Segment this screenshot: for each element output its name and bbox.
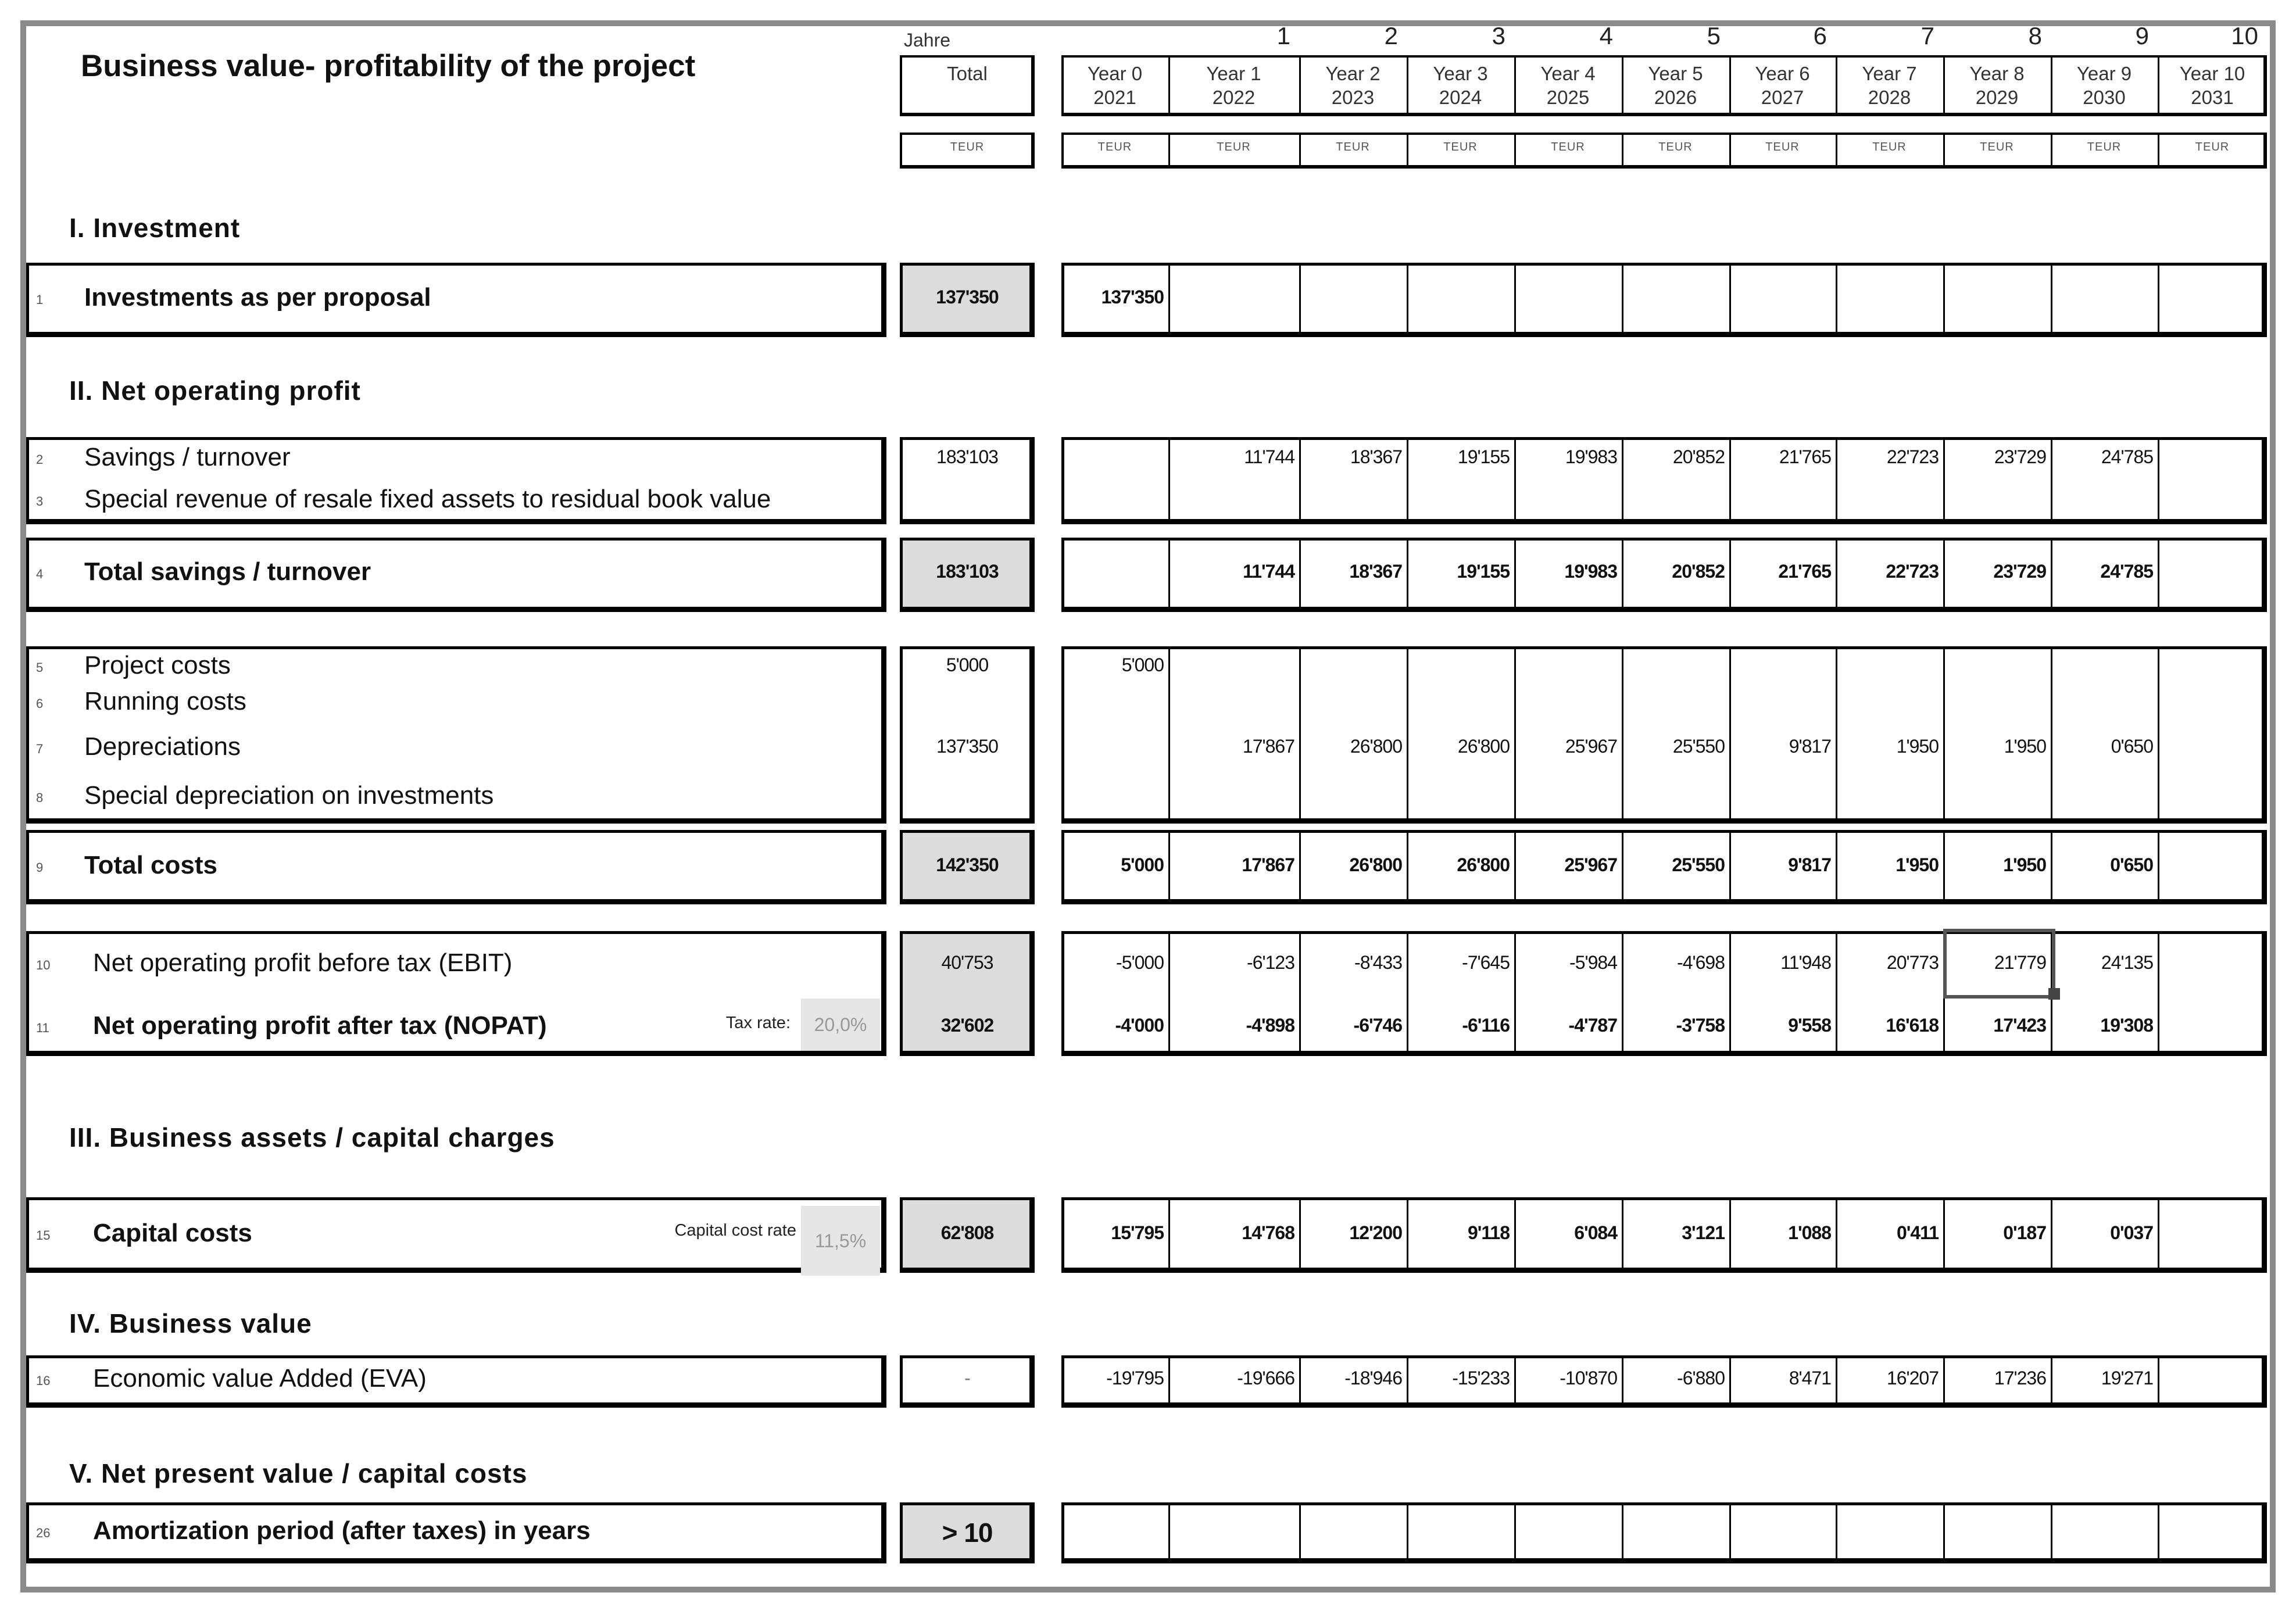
cell-r15-3[interactable]: 9'118	[1467, 1222, 1510, 1243]
cell-r4-3[interactable]: 19'155	[1457, 561, 1510, 582]
year-unit-3: TEUR	[1443, 141, 1478, 153]
row-total-r9[interactable]: 142'350	[936, 854, 999, 875]
row-label-r9: Total costs	[84, 851, 218, 879]
row-number: 1	[36, 292, 44, 307]
cell-r7-7[interactable]: 1'950	[1896, 736, 1939, 757]
cell-r15-2[interactable]: 12'200	[1349, 1222, 1402, 1243]
year-value: 2031	[2191, 87, 2234, 109]
col-divider	[1299, 263, 1301, 335]
cell-r10-5[interactable]: -4'698	[1677, 952, 1725, 973]
year-label: Year 0	[1087, 63, 1143, 84]
col-divider	[1943, 646, 1945, 821]
cell-r16-7[interactable]: 16'207	[1886, 1368, 1939, 1388]
row-label-r26: Amortization period (after taxes) in years	[93, 1516, 591, 1545]
row-number: 2	[36, 452, 44, 467]
cell-r9-7[interactable]: 1'950	[1896, 854, 1939, 875]
year-number: 10	[2231, 22, 2258, 49]
year-unit-2: TEUR	[1336, 141, 1370, 153]
row-number: 4	[36, 567, 44, 581]
row-total-r4[interactable]: 183'103	[936, 561, 999, 582]
row-total-r11[interactable]: 32'602	[940, 1015, 994, 1036]
cell-r15-4[interactable]: 6'084	[1574, 1222, 1617, 1243]
rate-value[interactable]: 11,5%	[801, 1206, 880, 1276]
col-divider	[1299, 1502, 1301, 1561]
cell-r4-7[interactable]: 22'723	[1886, 561, 1939, 582]
cell-r7-2[interactable]: 26'800	[1350, 736, 1402, 757]
cell-r4-8[interactable]: 23'729	[1993, 561, 2046, 582]
cell-r11-6[interactable]: 9'558	[1788, 1015, 1831, 1036]
year-label: Year 5	[1648, 63, 1703, 84]
cell-r11-8[interactable]: 17'423	[1993, 1015, 2046, 1036]
year-value: 2027	[1761, 87, 1804, 109]
col-divider	[2158, 1502, 2159, 1561]
row-total-r2[interactable]: 183'103	[936, 446, 998, 467]
cell-r16-0[interactable]: -19'795	[1106, 1368, 1164, 1388]
cell-r15-9[interactable]: 0'037	[2110, 1222, 2153, 1243]
year-value: 2029	[1975, 87, 2019, 109]
cell-r2-3[interactable]: 19'155	[1457, 446, 1510, 467]
col-divider	[2158, 1355, 2159, 1405]
year-number: 7	[1921, 22, 1934, 49]
row-number: 7	[36, 742, 44, 756]
col-divider	[2158, 437, 2159, 522]
section-business-assets: III. Business assets / capital charges	[69, 1122, 555, 1153]
col-divider	[1943, 263, 1945, 335]
year-number: 2	[1384, 22, 1398, 49]
year-label: Year 8	[1969, 63, 2025, 84]
investments-values-box	[1061, 263, 2267, 337]
col-divider	[2158, 931, 2159, 1054]
year-label: Year 4	[1540, 63, 1596, 84]
year-number: 8	[2028, 22, 2042, 49]
cell-r7-3[interactable]: 26'800	[1457, 736, 1510, 757]
col-divider	[1168, 646, 1170, 821]
year-number: 6	[1813, 22, 1827, 49]
year-number: 1	[1276, 22, 1290, 49]
row-number: 26	[36, 1526, 51, 1540]
cell-r5-0[interactable]: 5'000	[1121, 654, 1164, 675]
row-label-r15: Capital costs	[93, 1219, 252, 1247]
col-divider	[1168, 263, 1170, 335]
col-divider	[1299, 646, 1301, 821]
row-total-r10[interactable]: 40'753	[941, 952, 993, 973]
year-value: 2030	[2083, 87, 2126, 109]
col-divider	[1168, 1502, 1170, 1561]
cell-r10-2[interactable]: -8'433	[1354, 952, 1402, 973]
row-total-r5[interactable]: 5'000	[946, 654, 989, 675]
amortization-values-box	[1061, 1502, 2267, 1563]
row-number: 10	[36, 958, 51, 972]
cell-r16-8[interactable]: 17'236	[1994, 1368, 2046, 1388]
cell-r10-7[interactable]: 20'773	[1886, 952, 1939, 973]
col-divider	[1407, 263, 1408, 335]
row-total-r1[interactable]: 137'350	[936, 287, 999, 307]
year-unit-6: TEUR	[1765, 141, 1800, 153]
col-divider	[1943, 1502, 1945, 1561]
year-header-10	[2158, 58, 2267, 113]
year-header-6	[1729, 58, 1836, 113]
year-label: Year 2	[1325, 63, 1381, 84]
year-header-3	[1407, 58, 1514, 113]
cell-r9-1[interactable]: 17'867	[1242, 854, 1294, 875]
cell-r16-2[interactable]: -18'946	[1344, 1368, 1402, 1388]
cell-r4-6[interactable]: 21'765	[1778, 561, 1831, 582]
row-number: 11	[36, 1021, 49, 1035]
year-value: 2028	[1868, 87, 1911, 109]
cell-r10-8[interactable]: 21'779	[1994, 952, 2046, 973]
year-unit-0: TEUR	[1097, 141, 1132, 153]
col-divider	[2158, 830, 2159, 902]
cell-r7-5[interactable]: 25'550	[1672, 736, 1725, 757]
row-total-r26[interactable]: > 10	[942, 1518, 993, 1548]
section-investment: I. Investment	[69, 213, 241, 243]
row-label-r11: Net operating profit after tax (NOPAT)	[93, 1011, 547, 1040]
year-unit-9: TEUR	[2087, 141, 2122, 153]
year-header-2	[1299, 58, 1407, 113]
col-divider	[1836, 1502, 1837, 1561]
col-divider	[2051, 263, 2052, 335]
cell-r10-4[interactable]: -5'984	[1569, 952, 1617, 973]
jahre-label: Jahre	[904, 30, 951, 51]
cell-r9-5[interactable]: 25'550	[1672, 854, 1725, 875]
col-divider	[1836, 263, 1837, 335]
row-total-r7[interactable]: 137'350	[936, 736, 998, 757]
year-value: 2025	[1546, 87, 1590, 109]
cell-r11-4[interactable]: -4'787	[1568, 1015, 1617, 1036]
col-divider	[1729, 646, 1731, 821]
costs-values-box	[1061, 646, 2267, 824]
year-unit-7: TEUR	[1872, 141, 1907, 153]
cell-r7-9[interactable]: 0'650	[2111, 736, 2153, 757]
cell-r4-4[interactable]: 19'983	[1564, 561, 1617, 582]
cell-r16-9[interactable]: 19'271	[2101, 1368, 2153, 1388]
cell-r7-4[interactable]: 25'967	[1565, 736, 1617, 757]
row-number: 8	[36, 790, 44, 805]
cell-r10-3[interactable]: -7'645	[1462, 952, 1510, 973]
year-unit-4: TEUR	[1551, 141, 1585, 153]
row-label-r4: Total savings / turnover	[84, 557, 371, 586]
row-total-r16[interactable]: -	[964, 1368, 970, 1388]
cell-r11-0[interactable]: -4'000	[1115, 1015, 1164, 1036]
profit-values-box	[1061, 931, 2267, 1056]
year-value: 2026	[1654, 87, 1697, 109]
total-header-label: Total	[947, 63, 988, 84]
row-number: 6	[36, 696, 44, 711]
cell-r15-7[interactable]: 0'411	[1896, 1222, 1939, 1243]
cell-r11-5[interactable]: -3'758	[1676, 1015, 1725, 1036]
cell-r2-4[interactable]: 19'983	[1565, 446, 1617, 467]
cell-r7-6[interactable]: 9'817	[1789, 736, 1831, 757]
cell-r9-3[interactable]: 26'800	[1457, 854, 1510, 875]
cell-r9-6[interactable]: 9'817	[1788, 854, 1831, 875]
col-divider	[2158, 646, 2159, 821]
cell-r10-0[interactable]: -5'000	[1116, 952, 1164, 973]
year-unit-10: TEUR	[2195, 141, 2230, 153]
cell-r10-1[interactable]: -6'123	[1247, 952, 1294, 973]
row-label-r10: Net operating profit before tax (EBIT)	[93, 949, 513, 977]
year-value: 2022	[1212, 87, 1256, 109]
cell-r9-0[interactable]: 5'000	[1121, 854, 1164, 875]
cell-r11-7[interactable]: 16'618	[1886, 1015, 1939, 1036]
col-divider	[2051, 1502, 2052, 1561]
col-divider	[1514, 1502, 1516, 1561]
col-divider	[2158, 263, 2159, 335]
col-divider	[1407, 646, 1408, 821]
cell-r16-1[interactable]: -19'666	[1237, 1368, 1294, 1388]
cell-r15-5[interactable]: 3'121	[1682, 1222, 1725, 1243]
cell-r16-3[interactable]: -15'233	[1452, 1368, 1510, 1388]
year-value: 2024	[1439, 87, 1482, 109]
cell-r2-8[interactable]: 23'729	[1994, 446, 2046, 467]
row-label-r5: Project costs	[84, 651, 231, 679]
year-label: Year 9	[2076, 63, 2132, 84]
cell-r2-2[interactable]: 18'367	[1350, 446, 1402, 467]
cell-r15-6[interactable]: 1'088	[1788, 1222, 1831, 1243]
cell-r16-4[interactable]: -10'870	[1560, 1368, 1617, 1388]
cell-r10-6[interactable]: 11'948	[1780, 952, 1831, 973]
section-npv: V. Net present value / capital costs	[69, 1458, 528, 1488]
cell-r2-5[interactable]: 20'852	[1672, 446, 1725, 467]
year-number: 9	[2135, 22, 2149, 49]
cell-r2-6[interactable]: 21'765	[1779, 446, 1831, 467]
cell-r7-8[interactable]: 1'950	[2004, 736, 2046, 757]
cell-r7-1[interactable]: 17'867	[1242, 736, 1294, 757]
row-label-r2: Savings / turnover	[84, 443, 291, 471]
year-header-1	[1168, 58, 1299, 113]
cell-r15-0[interactable]: 15'795	[1111, 1222, 1164, 1243]
cell-r9-9[interactable]: 0'650	[2110, 854, 2153, 875]
row-label-r8: Special depreciation on investments	[84, 781, 494, 810]
sheet-title: Business value- profitability of the project	[81, 49, 696, 83]
year-value: 2023	[1331, 87, 1375, 109]
year-label: Year 10	[2179, 63, 2245, 84]
row-label-r3: Special revenue of resale fixed assets to residual book value	[84, 485, 771, 513]
year-header-0	[1061, 58, 1168, 113]
cell-r4-2[interactable]: 18'367	[1349, 561, 1402, 582]
col-divider	[1407, 1502, 1408, 1561]
row-label-r1: Investments as per proposal	[84, 283, 431, 312]
row-total-r15[interactable]: 62'808	[940, 1222, 994, 1243]
section-business-value: IV. Business value	[69, 1308, 312, 1339]
row-label-r16: Economic value Added (EVA)	[93, 1364, 427, 1393]
year-header-7	[1836, 58, 1943, 113]
cell-r16-6[interactable]: 8'471	[1789, 1368, 1831, 1388]
year-unit-5: TEUR	[1658, 141, 1693, 153]
cell-r1-0[interactable]: 137'350	[1101, 287, 1164, 307]
year-label: Year 7	[1862, 63, 1917, 84]
year-header-8	[1943, 58, 2051, 113]
row-number: 15	[36, 1228, 51, 1243]
year-value: 2021	[1093, 87, 1136, 109]
col-divider	[1622, 1502, 1623, 1561]
col-divider	[2158, 538, 2159, 610]
cell-selection[interactable]	[1943, 929, 2055, 999]
col-divider	[1514, 263, 1516, 335]
year-header-4	[1514, 58, 1622, 113]
year-unit-1: TEUR	[1217, 141, 1251, 153]
row-number: 3	[36, 494, 44, 509]
year-label: Year 6	[1755, 63, 1810, 84]
cell-r11-1[interactable]: -4'898	[1246, 1015, 1294, 1036]
selection-fill-handle[interactable]	[2048, 988, 2060, 1000]
cell-r9-8[interactable]: 1'950	[2003, 854, 2046, 875]
year-header-5	[1622, 58, 1729, 113]
col-divider	[1514, 646, 1516, 821]
row-number: 16	[36, 1373, 51, 1388]
year-number: 3	[1492, 22, 1505, 49]
rate-value[interactable]: 20,0%	[801, 999, 880, 1051]
col-divider	[1729, 1502, 1731, 1561]
year-label: Year 3	[1433, 63, 1488, 84]
col-divider	[1622, 646, 1623, 821]
year-header-9	[2051, 58, 2158, 113]
cell-r15-1[interactable]: 14'768	[1242, 1222, 1294, 1243]
total-unit: TEUR	[950, 141, 985, 153]
year-label: Year 1	[1206, 63, 1261, 84]
cell-r2-7[interactable]: 22'723	[1886, 446, 1939, 467]
cell-r4-5[interactable]: 20'852	[1672, 561, 1725, 582]
cell-r9-4[interactable]: 25'967	[1564, 854, 1617, 875]
row-label-r6: Running costs	[84, 687, 246, 715]
cell-r15-8[interactable]: 0'187	[2003, 1222, 2046, 1243]
cell-r9-2[interactable]: 26'800	[1349, 854, 1402, 875]
cell-r10-9[interactable]: 24'135	[2101, 952, 2153, 973]
profit-total-box	[900, 931, 1035, 1056]
cell-r4-9[interactable]: 24'785	[2100, 561, 2153, 582]
cell-r4-1[interactable]: 11'744	[1243, 561, 1294, 582]
row-number: 5	[36, 660, 44, 675]
cell-r11-9[interactable]: 19'308	[2100, 1015, 2153, 1036]
cell-r16-5[interactable]: -6'880	[1677, 1368, 1725, 1388]
col-divider	[2051, 646, 2052, 821]
row-label-r7: Depreciations	[84, 732, 241, 761]
col-divider	[1622, 263, 1623, 335]
cell-r11-3[interactable]: -6'116	[1462, 1015, 1510, 1036]
year-number: 4	[1599, 22, 1613, 49]
rate-label: Tax rate:	[725, 1014, 791, 1032]
cell-r2-9[interactable]: 24'785	[2101, 446, 2153, 467]
col-divider	[2158, 1197, 2159, 1271]
cell-r11-2[interactable]: -6'746	[1353, 1015, 1402, 1036]
col-divider	[1729, 263, 1731, 335]
year-number: 5	[1707, 22, 1721, 49]
row-number: 9	[36, 860, 44, 875]
rate-label: Capital cost rate	[674, 1221, 796, 1240]
cell-r2-1[interactable]: 11'744	[1244, 446, 1294, 467]
year-unit-8: TEUR	[1980, 141, 2014, 153]
section-net-operating-profit: II. Net operating profit	[69, 375, 361, 406]
col-divider	[1836, 646, 1837, 821]
